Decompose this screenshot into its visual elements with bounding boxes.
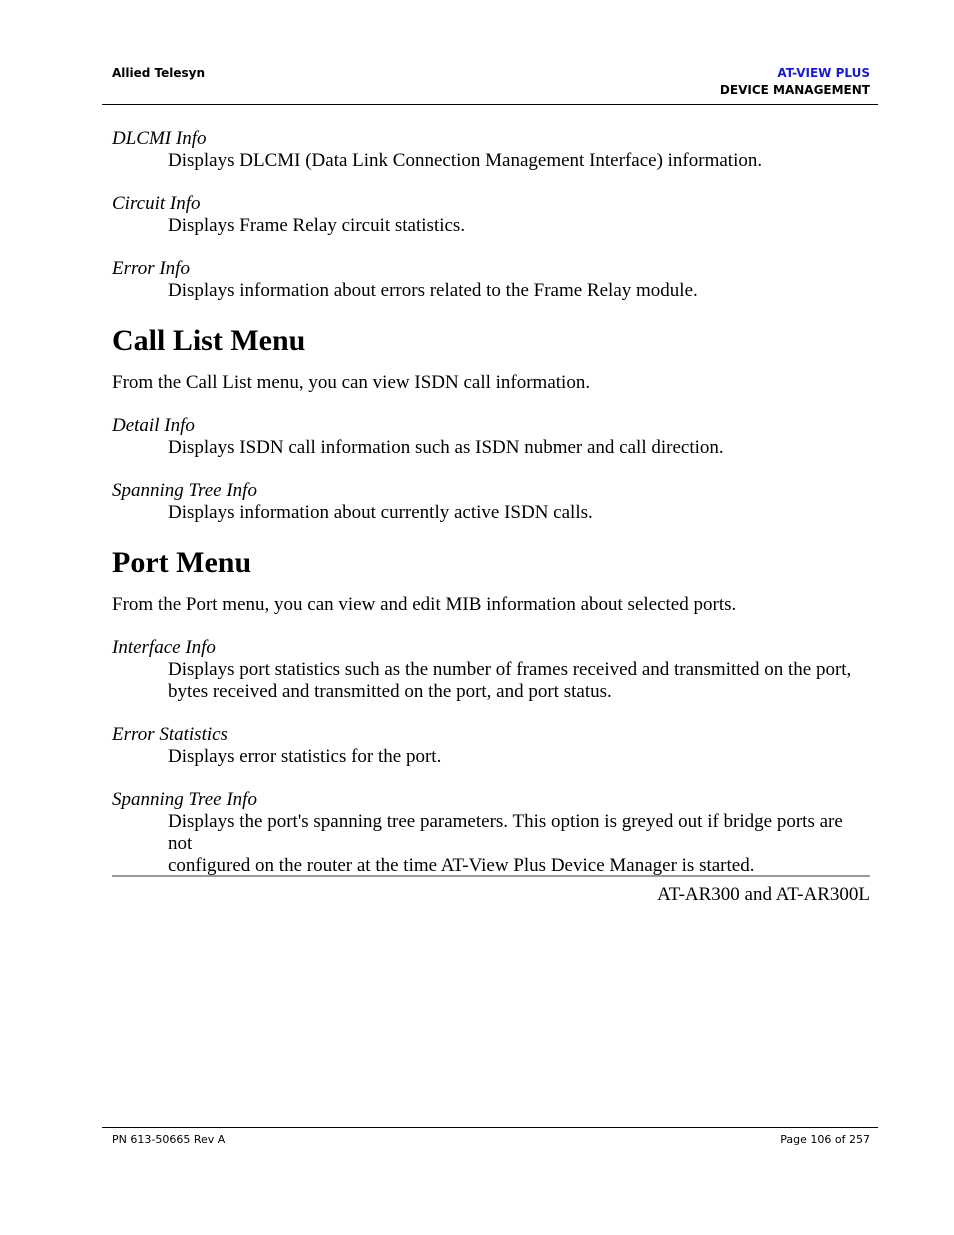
definition-term: Detail Info xyxy=(112,415,195,436)
definition-description: Displays information about currently active ISDN calls. xyxy=(168,502,593,523)
header-company: Allied Telesyn xyxy=(112,66,206,80)
page-content xyxy=(112,128,870,898)
definition-term: Error Info xyxy=(112,258,190,279)
definition-term: Spanning Tree Info xyxy=(112,480,257,501)
definition-description: Displays ISDN call information such as ISDN nubmer and call direction. xyxy=(168,437,724,458)
section-heading-call-list: Call List Menu xyxy=(112,324,306,357)
definition-term: Error Statistics xyxy=(112,724,228,745)
definition-item xyxy=(112,480,870,524)
definition-term: Circuit Info xyxy=(112,193,201,214)
definition-item xyxy=(112,415,870,459)
footer-part-number: PN 613-50665 Rev A xyxy=(112,1133,226,1146)
definition-item xyxy=(112,724,870,768)
footer-divider xyxy=(102,1127,878,1128)
header-section-title: DEVICE MANAGEMENT xyxy=(719,83,870,97)
header-divider xyxy=(102,104,878,105)
definition-item xyxy=(112,193,870,237)
definition-description: Displays information about errors related to the Frame Relay module. xyxy=(168,280,698,301)
definition-item xyxy=(112,258,870,302)
definition-item xyxy=(112,637,870,703)
content-divider xyxy=(112,875,870,877)
definition-description: Displays DLCMI (Data Link Connection Management Interface) information. xyxy=(168,150,763,171)
definition-description: Displays Frame Relay circuit statistics. xyxy=(168,215,466,236)
definition-item xyxy=(112,128,870,172)
definition-description-line: bytes received and transmitted on the port, and port status. xyxy=(168,681,612,702)
definition-term: Interface Info xyxy=(112,637,216,658)
footer-page-number: Page 106 of 257 xyxy=(780,1133,870,1146)
definition-description-line: Displays port statistics such as the number of frames received and transmitted on the port, xyxy=(168,659,852,680)
section-intro: From the Call List menu, you can view ISDN call information. xyxy=(112,372,591,393)
definition-item xyxy=(112,789,870,877)
definition-description-line: Displays error statistics for the port. xyxy=(168,746,442,767)
definition-term: DLCMI Info xyxy=(112,128,207,149)
definition-description-line: configured on the router at the time AT-View Plus Device Manager is started. xyxy=(168,855,755,876)
definition-term: Spanning Tree Info xyxy=(112,789,257,810)
section-intro: From the Port menu, you can view and edit MIB information about selected ports. xyxy=(112,594,737,615)
product-line: AT-AR300 and AT-AR300L xyxy=(657,884,870,905)
section-heading-port-menu: Port Menu xyxy=(112,546,252,579)
definition-description-line: Displays the port's spanning tree parameters. This option is greyed out if bridge ports are not xyxy=(168,811,843,854)
header-product-title: AT-VIEW PLUS xyxy=(777,66,870,80)
